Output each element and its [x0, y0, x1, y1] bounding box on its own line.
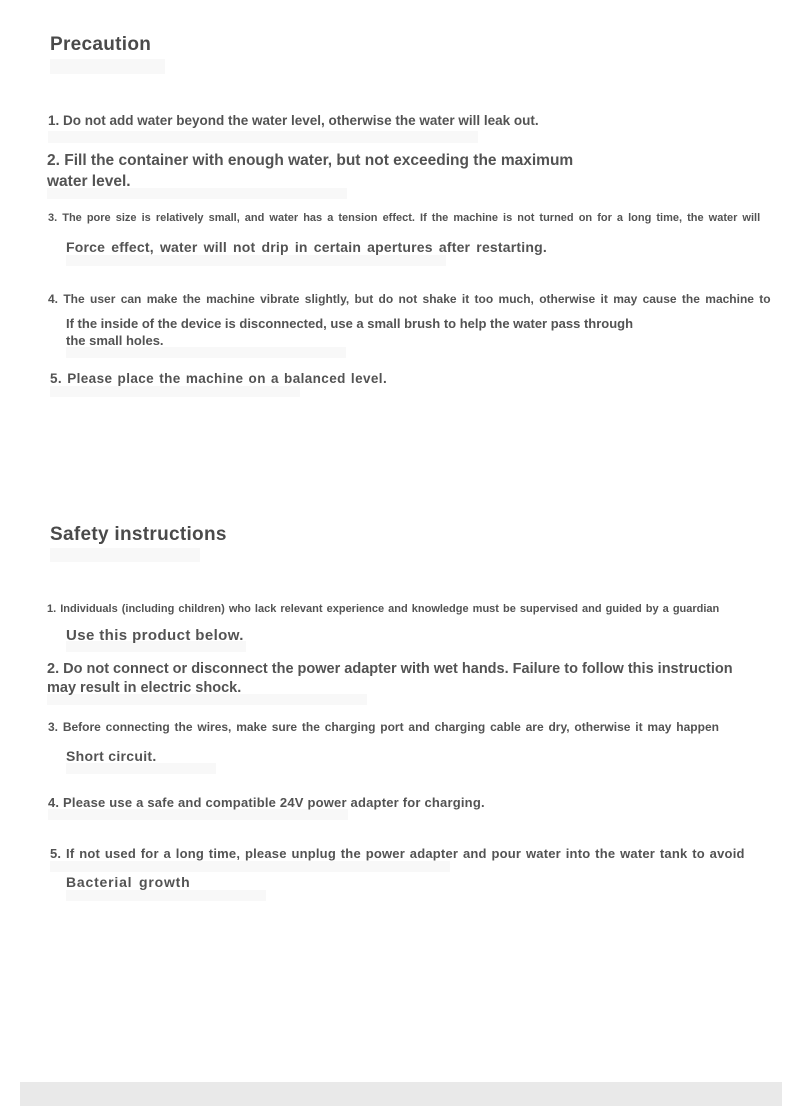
footer-bar	[20, 1082, 782, 1106]
precaution-item-3-line-1: 3. The pore size is relatively small, and water has a tension effect. If the machine is not turned on for a long time, the water will	[48, 212, 761, 224]
precaution-item-2: 2. Fill the container with enough water, but not exceeding the maximum water level.	[47, 152, 574, 190]
scan-artifact	[50, 548, 200, 562]
safety-item-1-line-1: 1. Individuals (including children) who lack relevant experience and knowledge must be supervised and guided by a guardian	[47, 603, 720, 615]
scan-artifact	[50, 386, 300, 397]
scan-artifact	[50, 59, 165, 74]
precaution-item-4-line-1: 4. The user can make the machine vibrate slightly, but do not shake it too much, otherwise it may cause the machine to	[48, 292, 771, 306]
safety-item-2: 2. Do not connect or disconnect the power adapter with wet hands. Failure to follow this instruction may result in electric shock.	[47, 661, 733, 696]
precaution-item-4-line-2: If the inside of the device is disconnected, use a small brush to help the water pass through the small holes.	[66, 316, 634, 348]
precaution-title: Precaution	[50, 34, 152, 55]
precaution-item-1: 1. Do not add water beyond the water level, otherwise the water will leak out.	[48, 113, 539, 128]
safety-item-3-line-2: Short circuit.	[66, 748, 157, 764]
scan-artifact	[48, 809, 348, 820]
safety-item-4: 4. Please use a safe and compatible 24V power adapter for charging.	[48, 795, 485, 810]
safety-item-1-line-2: Use this product below.	[66, 627, 244, 644]
precaution-item-5: 5. Please place the machine on a balanced level.	[50, 371, 388, 386]
scan-artifact	[66, 255, 446, 266]
scan-artifact	[66, 763, 216, 774]
safety-item-5-line-2: Bacterial growth	[66, 874, 191, 890]
scan-artifact	[50, 861, 450, 872]
scan-artifact	[48, 131, 478, 143]
safety-item-5-line-1: 5. If not used for a long time, please unplug the power adapter and pour water into the water tank to avoid	[50, 846, 745, 861]
safety-instructions-title: Safety instructions	[50, 524, 227, 545]
safety-item-3-line-1: 3. Before connecting the wires, make sure the charging port and charging cable are dry, otherwise it may happen	[48, 720, 719, 734]
scan-artifact	[66, 890, 266, 901]
precaution-item-3-line-2: Force effect, water will not drip in certain apertures after restarting.	[66, 239, 547, 255]
